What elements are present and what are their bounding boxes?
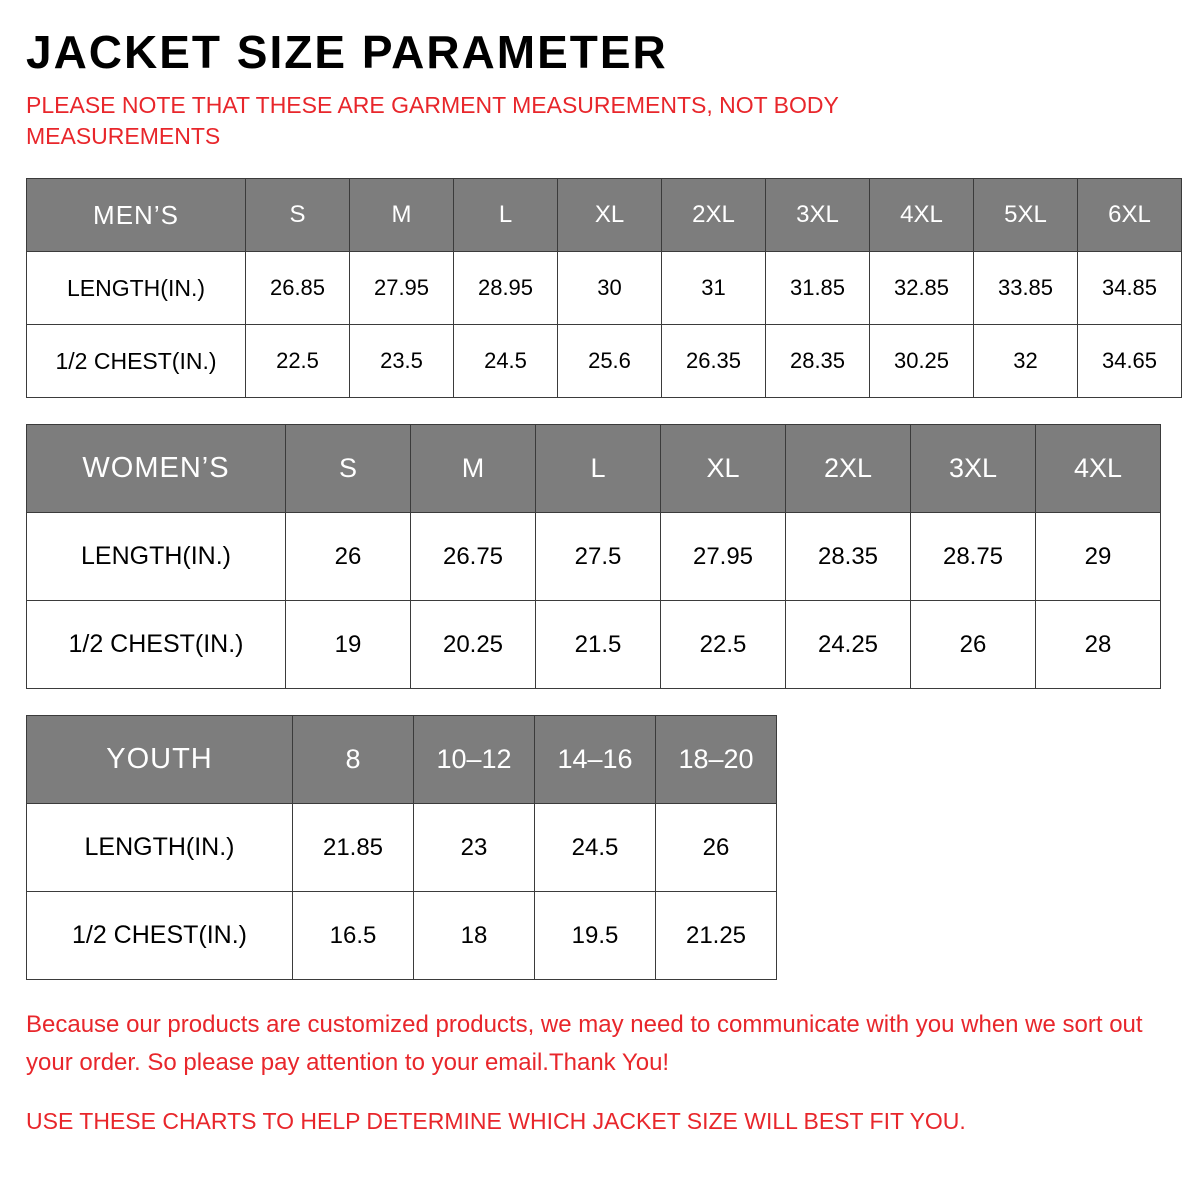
mens-chest-l: 24.5: [454, 325, 558, 398]
chart-usage-note: USE THESE CHARTS TO HELP DETERMINE WHICH JACKET SIZE WILL BEST FIT YOU.: [26, 1107, 966, 1134]
youth-size-table: [26, 715, 777, 980]
mens-chest-6xl: 34.65: [1078, 325, 1182, 398]
womens-chest-label: 1/2 CHEST(IN.): [27, 601, 286, 689]
youth-length-10-12: 23: [414, 804, 535, 892]
mens-length-6xl: 34.85: [1078, 252, 1182, 325]
mens-header-size-5xl: 5XL: [974, 179, 1078, 252]
womens-header-size-3xl: 3XL: [911, 425, 1036, 513]
womens-chest-s: 19: [286, 601, 411, 689]
womens-length-2xl: 28.35: [786, 513, 911, 601]
womens-length-xl: 27.95: [661, 513, 786, 601]
youth-chest-14-16: 19.5: [535, 892, 656, 980]
mens-length-4xl: 32.85: [870, 252, 974, 325]
youth-chest-label: 1/2 CHEST(IN.): [27, 892, 293, 980]
womens-chest-3xl: 26: [911, 601, 1036, 689]
mens-chest-5xl: 32: [974, 325, 1078, 398]
mens-header-size-4xl: 4XL: [870, 179, 974, 252]
mens-length-5xl: 33.85: [974, 252, 1078, 325]
youth-chest-10-12: 18: [414, 892, 535, 980]
mens-header-label: MEN’S: [27, 179, 246, 252]
womens-length-3xl: 28.75: [911, 513, 1036, 601]
mens-size-table: [26, 178, 1182, 398]
mens-chest-label: 1/2 CHEST(IN.): [27, 325, 246, 398]
womens-length-m: 26.75: [411, 513, 536, 601]
table-row: [27, 601, 1161, 689]
table-header-row: [27, 425, 1161, 513]
youth-header-size-10-12: 10–12: [414, 716, 535, 804]
table-row: [27, 513, 1161, 601]
womens-length-label: LENGTH(IN.): [27, 513, 286, 601]
womens-header-size-xl: XL: [661, 425, 786, 513]
womens-header-size-2xl: 2XL: [786, 425, 911, 513]
womens-header-size-m: M: [411, 425, 536, 513]
mens-header-size-xl: XL: [558, 179, 662, 252]
page-title: JACKET SIZE PARAMETER: [26, 26, 668, 78]
mens-header-size-6xl: 6XL: [1078, 179, 1182, 252]
table-header-row: [27, 716, 777, 804]
mens-chest-4xl: 30.25: [870, 325, 974, 398]
womens-chest-4xl: 28: [1036, 601, 1161, 689]
mens-length-l: 28.95: [454, 252, 558, 325]
table-row: [27, 252, 1182, 325]
table-row: [27, 325, 1182, 398]
mens-length-xl: 30: [558, 252, 662, 325]
mens-chest-s: 22.5: [246, 325, 350, 398]
youth-header-size-18-20: 18–20: [656, 716, 777, 804]
womens-length-s: 26: [286, 513, 411, 601]
mens-header-size-s: S: [246, 179, 350, 252]
customization-note: Because our products are customized products, we may need to communicate with you when we sort out your order. So please pay attention to your email.Thank You!: [26, 1011, 1143, 1076]
youth-length-8: 21.85: [293, 804, 414, 892]
mens-chest-m: 23.5: [350, 325, 454, 398]
mens-length-2xl: 31: [662, 252, 766, 325]
youth-header-size-8: 8: [293, 716, 414, 804]
table-header-row: [27, 179, 1182, 252]
table-row: [27, 804, 777, 892]
table-row: [27, 892, 777, 980]
womens-size-table: [26, 424, 1161, 689]
womens-length-l: 27.5: [536, 513, 661, 601]
youth-length-14-16: 24.5: [535, 804, 656, 892]
youth-length-label: LENGTH(IN.): [27, 804, 293, 892]
mens-length-label: LENGTH(IN.): [27, 252, 246, 325]
womens-header-size-s: S: [286, 425, 411, 513]
garment-measurement-note: PLEASE NOTE THAT THESE ARE GARMENT MEASUREMENTS, NOT BODY MEASUREMENTS: [26, 92, 839, 150]
mens-header-size-3xl: 3XL: [766, 179, 870, 252]
youth-chest-18-20: 21.25: [656, 892, 777, 980]
youth-length-18-20: 26: [656, 804, 777, 892]
womens-chest-l: 21.5: [536, 601, 661, 689]
womens-length-4xl: 29: [1036, 513, 1161, 601]
womens-header-size-l: L: [536, 425, 661, 513]
mens-chest-3xl: 28.35: [766, 325, 870, 398]
mens-chest-xl: 25.6: [558, 325, 662, 398]
mens-length-3xl: 31.85: [766, 252, 870, 325]
mens-chest-2xl: 26.35: [662, 325, 766, 398]
mens-header-size-m: M: [350, 179, 454, 252]
womens-chest-2xl: 24.25: [786, 601, 911, 689]
mens-header-size-l: L: [454, 179, 558, 252]
womens-header-label: WOMEN’S: [27, 425, 286, 513]
womens-chest-xl: 22.5: [661, 601, 786, 689]
mens-length-m: 27.95: [350, 252, 454, 325]
youth-chest-8: 16.5: [293, 892, 414, 980]
youth-header-size-14-16: 14–16: [535, 716, 656, 804]
womens-chest-m: 20.25: [411, 601, 536, 689]
mens-header-size-2xl: 2XL: [662, 179, 766, 252]
youth-header-label: YOUTH: [27, 716, 293, 804]
mens-length-s: 26.85: [246, 252, 350, 325]
womens-header-size-4xl: 4XL: [1036, 425, 1161, 513]
